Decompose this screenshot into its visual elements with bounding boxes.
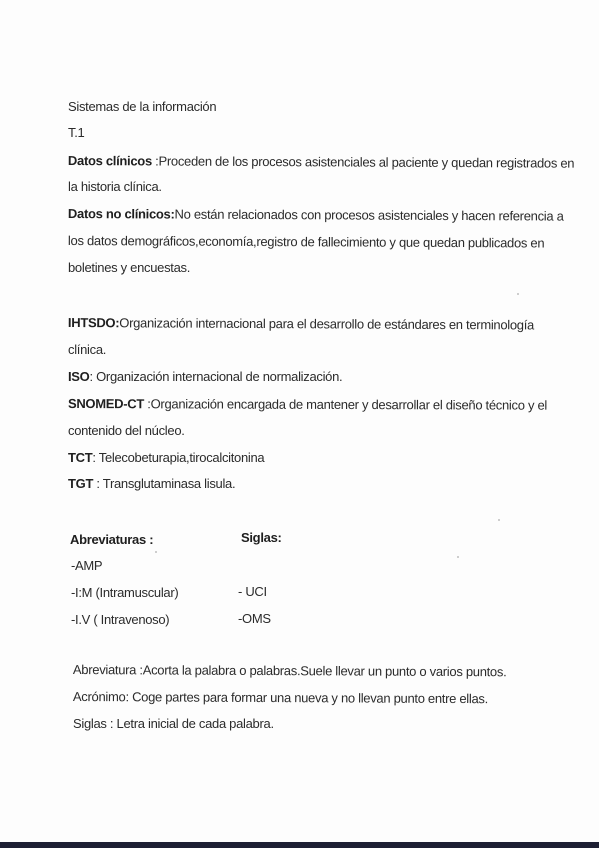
acronym-text: : Telecobeturapia,tirocalcitonina — [92, 450, 265, 465]
definition-text-continued: boletines y encuestas. — [68, 260, 191, 275]
subject-title: Sistemas de la información — [68, 99, 217, 114]
acronym-text-continued: clínica. — [68, 342, 107, 357]
acronym-iso — [68, 369, 342, 385]
definition-term: Datos no clínicos: — [67, 206, 175, 222]
definition-text-continued: la historia clínica. — [68, 179, 162, 194]
acronym-snomed-ct — [68, 396, 547, 414]
sigla-item: -OMS — [238, 611, 271, 626]
acronym-term: TCT — [68, 450, 93, 465]
abbreviations-heading: Abreviaturas : — [70, 532, 154, 547]
acronym-text: : Organización internacional de normalización. — [89, 369, 343, 384]
acronym-ihtsdo — [68, 315, 534, 333]
acronym-term: SNOMED-CT — [67, 396, 145, 412]
acronym-text: : Transglutaminasa lisula. — [93, 476, 236, 491]
definition-text-continued: los datos demográficos,economía,registro de fallecimiento y que quedan publicados en — [67, 233, 545, 251]
definition-datos-clinicos — [68, 153, 574, 172]
definition-text: :Proceden de los procesos asistenciales al paciente y quedan registrados en — [151, 153, 575, 171]
acronym-term: IHTSDO: — [67, 315, 120, 331]
scan-speck — [155, 551, 157, 553]
scan-speck — [517, 293, 519, 295]
siglas-heading: Siglas: — [241, 530, 282, 545]
scan-bottom-edge — [0, 842, 599, 848]
definition-datos-no-clinicos — [68, 206, 564, 225]
scan-speck — [457, 556, 459, 558]
definition-text: No están relacionados con procesos asistenciales y hacen referencia a — [174, 206, 564, 224]
definition-term: Datos clínicos — [67, 153, 152, 169]
abbreviation-item: -AMP — [71, 558, 103, 573]
sigla-item: - UCI — [238, 584, 267, 599]
note-acronimo: Acrónimo: Coge partes para formar una nueva y no llevan punto entre ellas. — [72, 689, 488, 707]
acronym-term: TGT — [68, 476, 94, 491]
acronym-text-continued: contenido del núcleo. — [68, 423, 185, 438]
scan-speck — [498, 519, 500, 521]
acronym-text: Organización internacional para el desarrollo de estándares en terminología — [119, 315, 535, 333]
note-abreviatura: Abreviatura :Acorta la palabra o palabras.Suele llevar un punto o varios puntos. — [72, 662, 507, 680]
acronym-tct — [68, 450, 264, 466]
acronym-term: ISO — [68, 369, 90, 384]
abbreviation-item: -I:M (Intramuscular) — [71, 585, 179, 600]
topic-number: T.1 — [68, 125, 85, 140]
acronym-tgt — [68, 476, 235, 492]
acronym-text: :Organización encargada de mantener y desarrollar el diseño técnico y el — [143, 396, 548, 413]
note-siglas: Siglas : Letra inicial de cada palabra. — [73, 716, 274, 731]
abbreviation-item: -I.V ( Intravenoso) — [71, 612, 170, 627]
